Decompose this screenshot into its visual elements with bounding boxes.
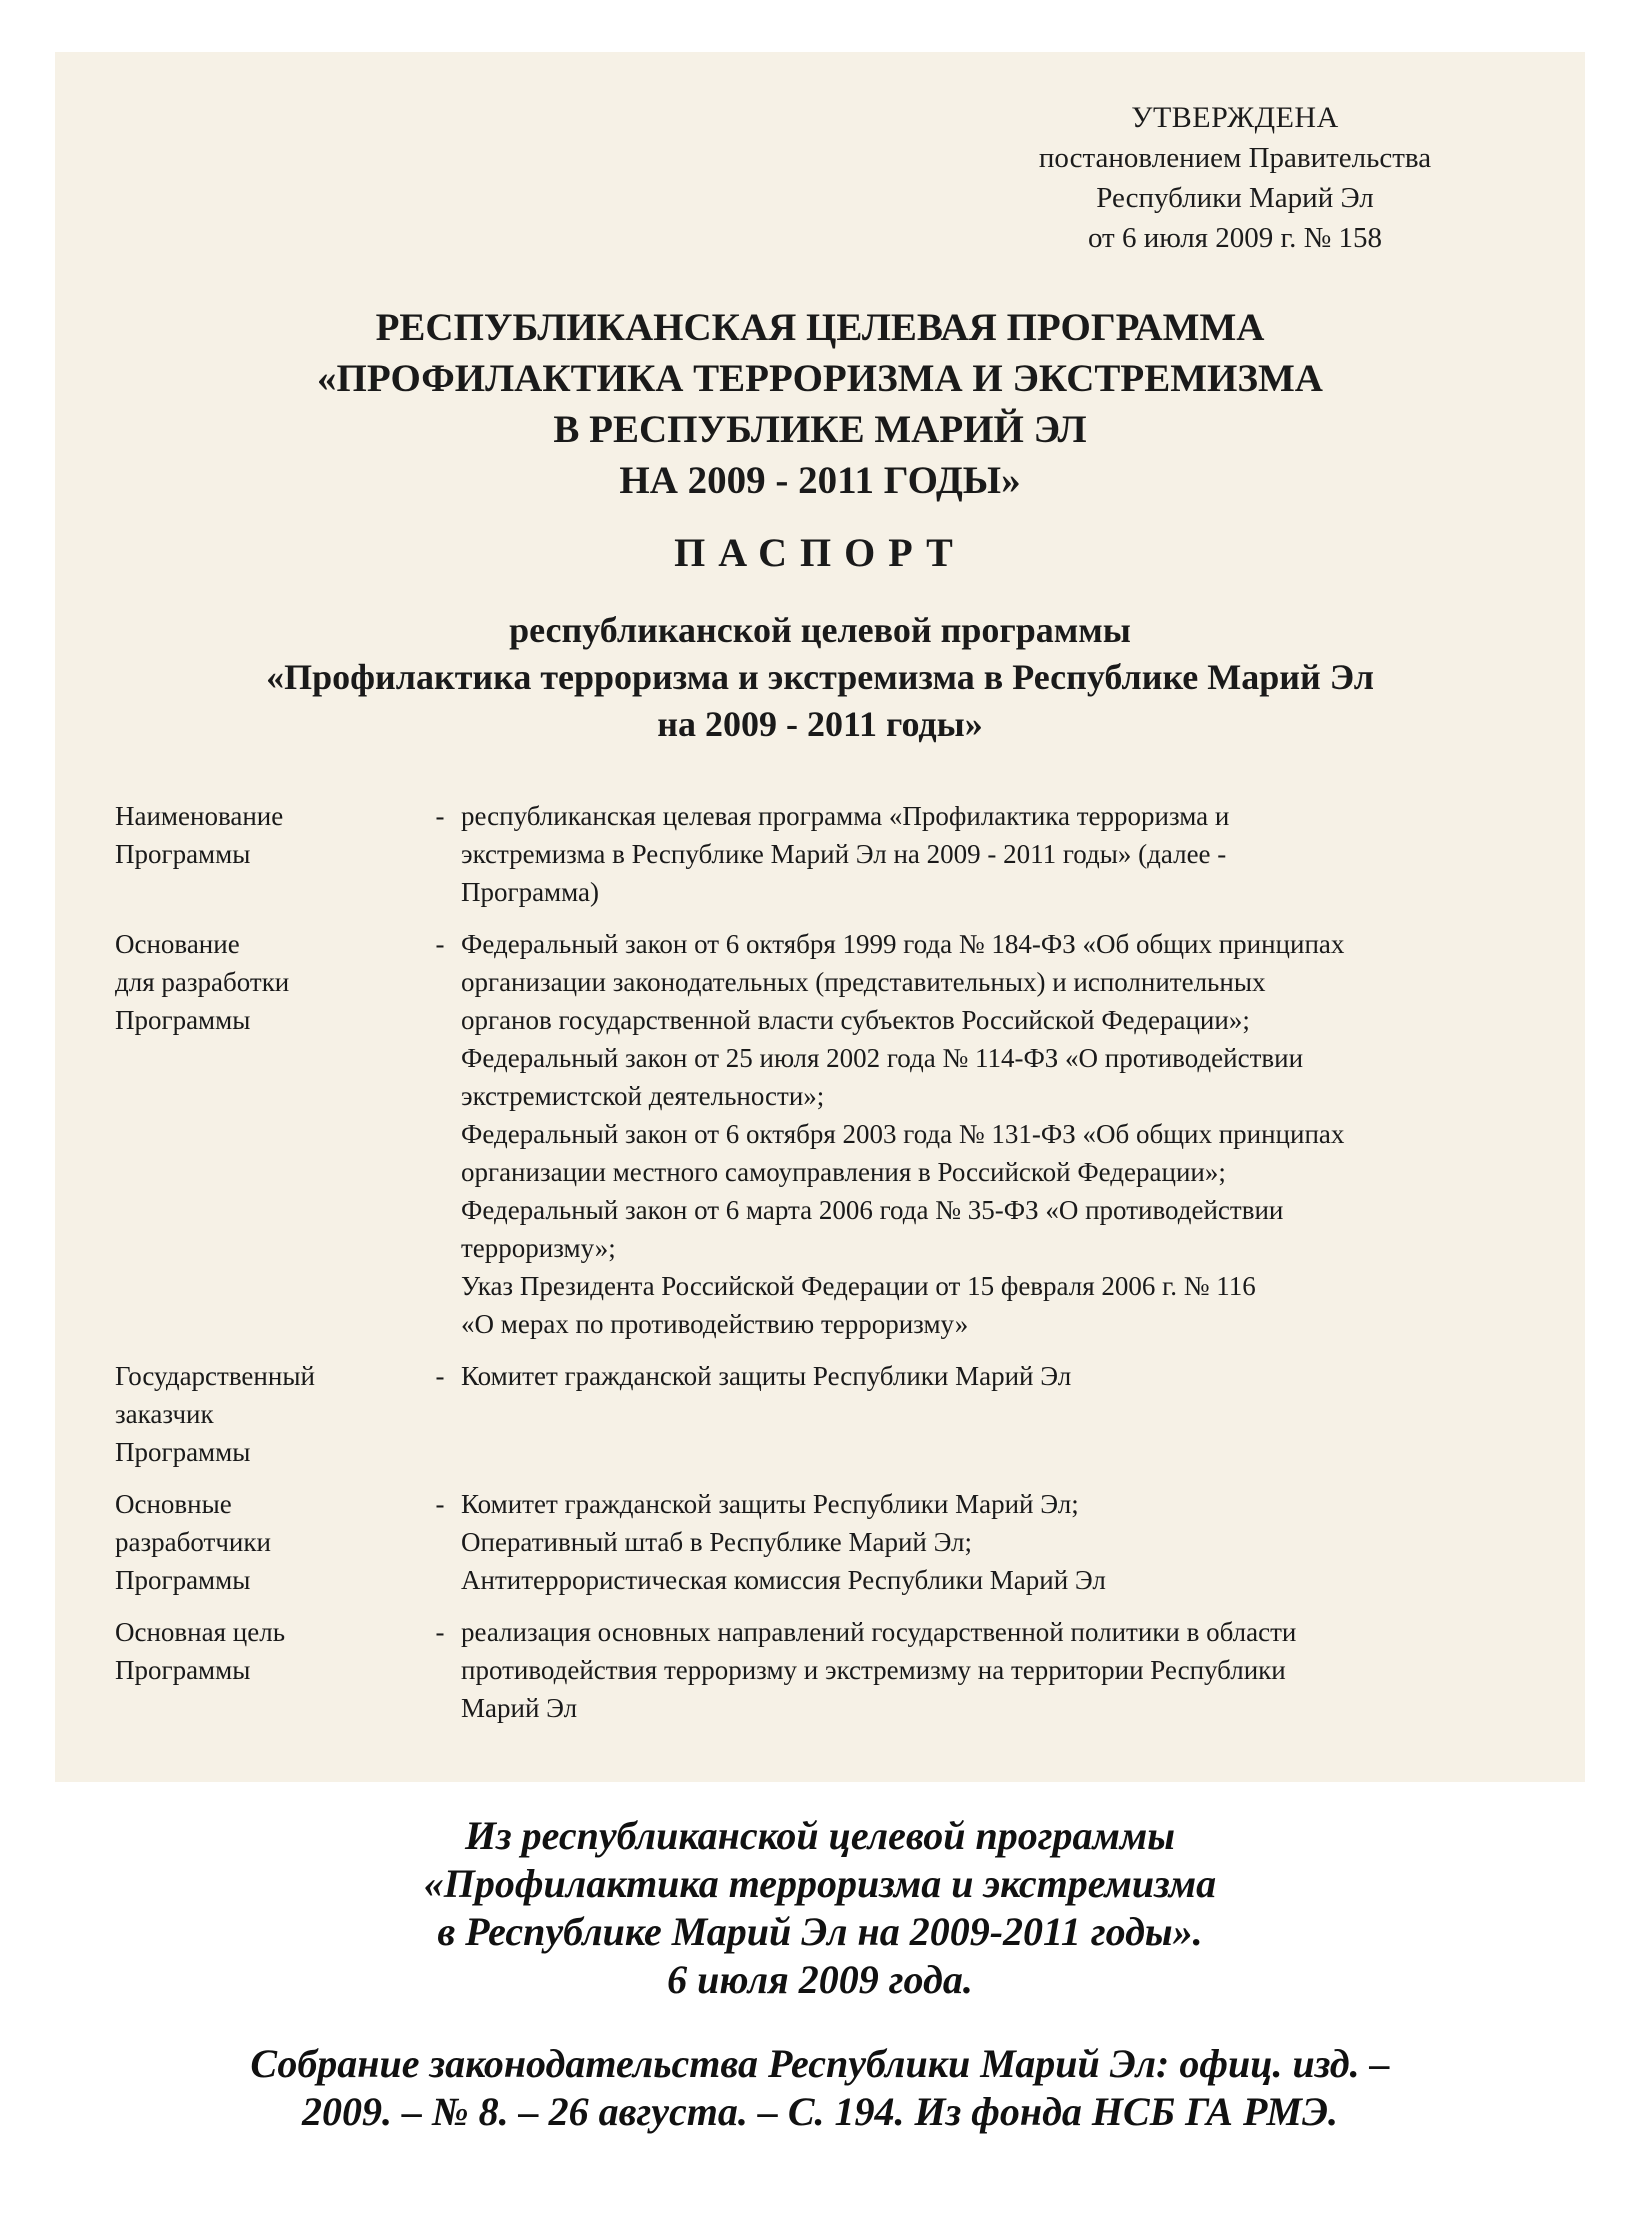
row-text-line: «О мерах по противодействию терроризму» (461, 1309, 969, 1339)
row-label (115, 1357, 419, 1485)
row-text (461, 925, 1555, 1357)
row-label-line: Программы (115, 1437, 251, 1467)
passport-row-developers (115, 1485, 1555, 1613)
caption-line: «Профилактика терроризма и экстремизма (423, 1861, 1217, 1906)
program-title-line: В РЕСПУБЛИКЕ МАРИЙ ЭЛ (553, 408, 1087, 451)
image-caption (0, 1812, 1640, 2004)
source-line: Собрание законодательства Республики Марий Эл: офиц. изд. – (250, 2041, 1390, 2086)
row-text-line: организации местного самоуправления в Российской Федерации»; (461, 1157, 1226, 1187)
caption-line: Из республиканской целевой программы (464, 1813, 1176, 1858)
row-label-line: Основание (115, 929, 240, 959)
program-title (55, 302, 1585, 506)
row-text (461, 1357, 1555, 1485)
row-label-line: Программы (115, 1005, 251, 1035)
row-text-line: реализация основных направлений государственной политики в области (461, 1617, 1297, 1647)
caption-date: 6 июля 2009 года. (667, 1957, 973, 2002)
row-text-line: Указ Президента Российской Федерации от 15 февраля 2006 г. № 116 (461, 1271, 1256, 1301)
caption-line: в Республике Марий Эл на 2009-2011 годы». (437, 1909, 1203, 1954)
passport-subtitle-line: «Профилактика терроризма и экстремизма в Республике Марий Эл (266, 657, 1374, 697)
row-label (115, 1613, 419, 1727)
source-citation (0, 2040, 1640, 2136)
row-label-line: Наименование (115, 801, 284, 831)
row-text-line: органов государственной власти субъектов Российской Федерации»; (461, 1005, 1250, 1035)
row-label-line: Государственный (115, 1361, 315, 1391)
row-text (461, 1613, 1555, 1727)
row-text-line: Комитет гражданской защиты Республики Марий Эл (461, 1361, 1072, 1391)
approval-heading: УТВЕРЖДЕНА (1131, 101, 1339, 134)
row-label-line: Программы (115, 1655, 251, 1685)
row-text-line: противодействия терроризму и экстремизму на территории Республики (461, 1655, 1286, 1685)
row-text-line: республиканская целевая программа «Профилактика терроризма и (461, 801, 1230, 831)
row-text-line: Федеральный закон от 6 октября 1999 года № 184-ФЗ «Об общих принципах (461, 929, 1345, 959)
approval-line: Республики Марий Эл (1096, 182, 1374, 214)
row-label-line: заказчик (115, 1399, 214, 1429)
row-dash: - (435, 801, 445, 831)
program-title-line: «ПРОФИЛАКТИКА ТЕРРОРИЗМА И ЭКСТРЕМИЗМА (317, 357, 1323, 400)
row-text-line: организации законодательных (представительных) и исполнительных (461, 967, 1266, 997)
row-text-line: экстремистской деятельности»; (461, 1081, 825, 1111)
approval-stamp (930, 98, 1540, 258)
row-text (461, 797, 1555, 925)
row-dash: - (435, 1361, 445, 1391)
passport-subtitle-line: на 2009 - 2011 годы» (657, 704, 983, 744)
row-label (115, 797, 419, 925)
row-text (461, 1485, 1555, 1613)
row-text-line: Федеральный закон от 6 марта 2006 года № 35-ФЗ «О противодействии (461, 1195, 1284, 1225)
passport-row-goal (115, 1613, 1555, 1727)
row-text-line: Антитеррористическая комиссия Республики Марий Эл (461, 1565, 1106, 1595)
row-dash: - (435, 1617, 445, 1647)
passport-row-customer (115, 1357, 1555, 1485)
row-text-line: Федеральный закон от 25 июля 2002 года № 114-ФЗ «О противодействии (461, 1043, 1304, 1073)
approval-line: постановлением Правительства (1038, 142, 1432, 174)
row-text-line: Марий Эл (461, 1693, 578, 1723)
passport-subtitle (55, 607, 1585, 748)
passport-row-basis (115, 925, 1555, 1357)
row-label-line: Программы (115, 839, 251, 869)
program-title-line: НА 2009 - 2011 ГОДЫ» (619, 459, 1021, 502)
program-title-line: РЕСПУБЛИКАНСКАЯ ЦЕЛЕВАЯ ПРОГРАММА (375, 306, 1265, 349)
row-label (115, 1485, 419, 1613)
row-text-line: Комитет гражданской защиты Республики Марий Эл; (461, 1489, 1079, 1519)
source-line: 2009. – № 8. – 26 августа. – С. 194. Из фонда НСБ ГА РМЭ. (301, 2089, 1338, 2134)
passport-subtitle-line: республиканской целевой программы (509, 610, 1131, 650)
passport-row-name (115, 797, 1555, 925)
row-label-line: для разработки (115, 967, 290, 997)
row-label (115, 925, 419, 1357)
row-text-line: экстремизма в Республике Марий Эл на 2009 - 2011 годы» (далее - (461, 839, 1227, 869)
row-text-line: терроризму»; (461, 1233, 616, 1263)
row-dash: - (435, 1489, 445, 1519)
row-label-line: Основная цель (115, 1617, 286, 1647)
row-text-line: Федеральный закон от 6 октября 2003 года № 131-ФЗ «Об общих принципах (461, 1119, 1345, 1149)
approval-date: от 6 июля 2009 г. № 158 (1087, 222, 1383, 254)
row-label-line: Основные (115, 1489, 232, 1519)
passport-heading: ПАСПОРТ (674, 530, 966, 575)
row-label-line: Программы (115, 1565, 251, 1595)
row-text-line: Оперативный штаб в Республике Марий Эл; (461, 1527, 973, 1557)
row-text-line: Программа) (461, 877, 600, 907)
row-label-line: разработчики (115, 1527, 271, 1557)
passport-table (115, 797, 1555, 1727)
row-dash: - (435, 929, 445, 959)
scanned-document (55, 52, 1585, 1782)
